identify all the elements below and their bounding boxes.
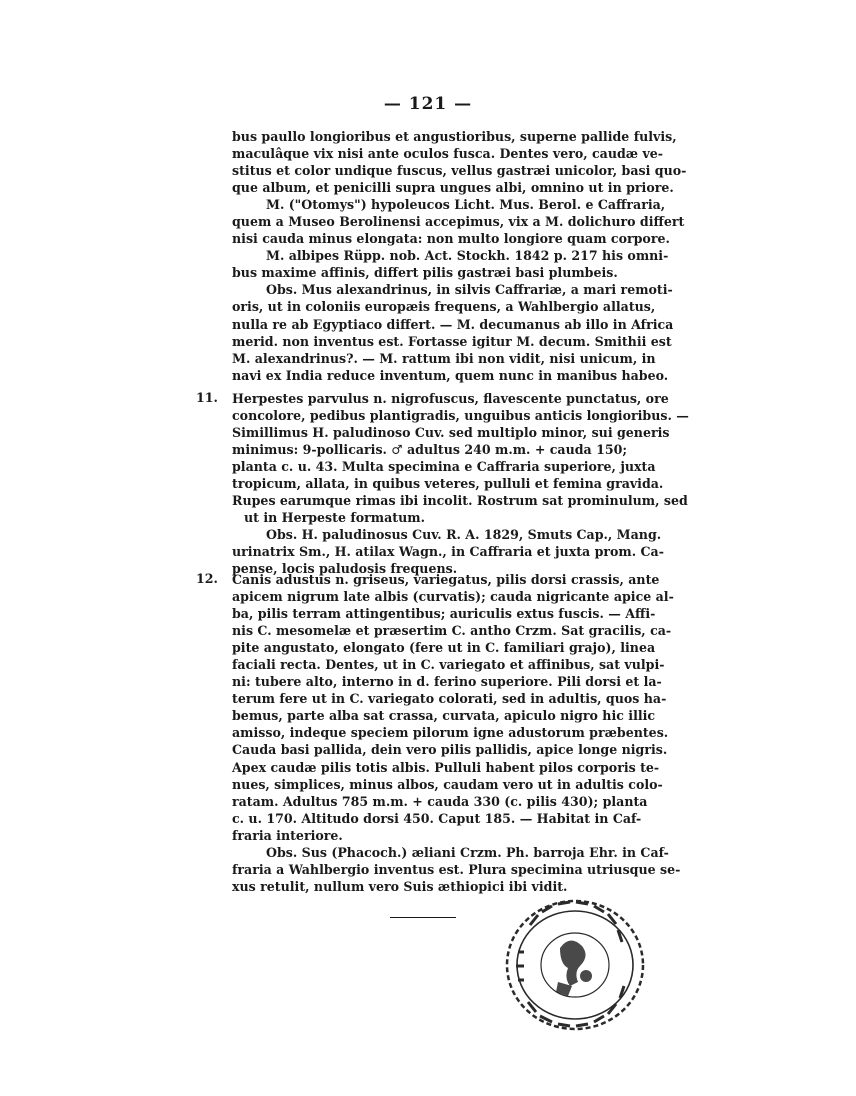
text-line: Cauda basi pallida, dein vero pilis pallidis, apice longe nigris. <box>232 742 668 758</box>
text-line: M. alexandrinus?. — M. rattum ibi non vidit, nisi unicum, in <box>232 350 656 366</box>
text-line: stitus et color undique fuscus, vellus gastræi unicolor, basi quo- <box>232 163 687 179</box>
text-line: ratam. Adultus 785 m.m. + cauda 330 (c. pilis 430); planta <box>232 793 648 809</box>
text-line: quem a Museo Berolinensi accepimus, vix a M. dolichuro differt <box>232 214 685 230</box>
text-line: navi ex India reduce inventum, quem nunc in manibus habeo. <box>232 367 669 383</box>
entry-number: 11. <box>196 390 218 405</box>
obs-line: xus retulit, nullum vero Suis æthiopici ibi vidit. <box>232 878 568 894</box>
entry-herpestes-parvulus <box>232 390 689 578</box>
text-line: fraria interiore. <box>232 827 343 843</box>
text-line: que album, et penicilli supra ungues albi, omnino ut in priore. <box>232 180 674 196</box>
entry-number: 12. <box>196 571 218 586</box>
text-line: apicem nigrum late albis (curvatis); cauda nigricante apice al- <box>232 589 674 605</box>
text-line: bemus, parte alba sat crassa, curvata, apiculo nigro hic illic <box>232 708 656 724</box>
text-line: Herpestes parvulus n. nigrofuscus, flavescente punctatus, ore <box>232 391 669 406</box>
text-line: bus maxime affinis, differt pilis gastræi basi plumbeis. <box>232 265 618 281</box>
text-line: amisso, indeque speciem pilorum igne adustorum præbentes. <box>232 725 669 741</box>
text-line: oris, ut in coloniis europæis frequens, a Wahlbergio allatus, <box>232 299 656 315</box>
obs-line: fraria a Wahlbergio inventus est. Plura specimina utriusque se- <box>232 861 681 877</box>
text-line: nulla re ab Egyptiaco differt. — M. decumanus ab illo in Africa <box>232 316 674 332</box>
text-line: bus paullo longioribus et angustioribus, superne pallide fulvis, <box>232 129 677 144</box>
text-line: M. albipes Rüpp. nob. Act. Stockh. 1842 p. 217 his omni- <box>266 248 669 264</box>
text-line: terum fere ut in C. variegato colorati, sed in adultis, quos ha- <box>232 691 667 707</box>
text-line: M. ("Otomys") hypoleucos Licht. Mus. Berol. e Caffraria, <box>266 197 666 213</box>
text-line: c. u. 170. Altitudo dorsi 450. Caput 185. — Habitat in Caf- <box>232 810 642 826</box>
paragraph-obs-alexandrinus <box>232 281 674 383</box>
text-line: Simillimus H. paludinoso Cuv. sed multiplo minor, sui generis <box>232 425 670 441</box>
text-line: ba, pilis terram attingentibus; auriculis extus fuscis. — Affi- <box>232 606 656 622</box>
text-line: nis C. mesomelæ et præsertim C. antho Crzm. Sat gracilis, ca- <box>232 623 672 639</box>
text-line: pite angustato, elongato (fere ut in C. familiari grajo), linea <box>232 640 656 656</box>
text-line: ut in Herpeste formatum. <box>244 510 425 526</box>
end-rule <box>390 917 456 918</box>
text-line: maculâque vix nisi ante oculos fusca. Dentes vero, caudæ ve- <box>232 146 664 162</box>
obs-line: Obs. H. paludinosus Cuv. R. A. 1829, Smuts Cap., Mang. <box>266 527 662 543</box>
library-stamp-icon <box>500 890 650 1040</box>
text-line: nisi cauda minus elongata: non multo longiore quam corpore. <box>232 231 670 247</box>
text-line: merid. non inventus est. Fortasse igitur M. decum. Smithii est <box>232 333 672 349</box>
paragraph-hypoleucos <box>232 196 685 247</box>
text-line: tropicum, allata, in quibus veteres, pulluli et femina gravida. <box>232 476 664 492</box>
text-line: Canis adustus n. griseus, variegatus, pilis dorsi crassis, ante <box>232 572 660 587</box>
text-line: Rupes earumque rimas ibi incolit. Rostrum sat prominulum, sed <box>232 493 688 509</box>
text-line: planta c. u. 43. Multa specimina e Caffraria superiore, juxta <box>232 459 656 475</box>
paragraph-albipes <box>232 247 669 281</box>
obs-line: Obs. Sus (Phacoch.) æliani Crzm. Ph. barroja Ehr. in Caf- <box>266 844 669 860</box>
text-line: minimus: 9-pollicaris. ♂ adultus 240 m.m. + cauda 150; <box>232 442 628 458</box>
text-line: concolore, pedibus plantigradis, unguibus anticis longioribus. — <box>232 408 689 424</box>
text-line: Apex caudæ pilis totis albis. Pulluli habent pilos corporis te- <box>232 759 660 775</box>
text-line: faciali recta. Dentes, ut in C. variegato et affinibus, sat vulpi- <box>232 657 665 673</box>
text-line: Obs. Mus alexandrinus, in silvis Caffrariæ, a mari remoti- <box>266 282 673 298</box>
obs-line: pense, locis paludosis frequens. <box>232 561 458 577</box>
page-number: — 121 — <box>383 94 473 114</box>
obs-line: urinatrix Sm., H. atilax Wagn., in Caffraria et juxta prom. Ca- <box>232 544 664 560</box>
paragraph-continuation <box>232 128 687 196</box>
text-line: nues, simplices, minus albos, caudam vero ut in adultis colo- <box>232 776 663 792</box>
entry-canis-adustus <box>232 571 681 895</box>
text-line: ni: tubere alto, interno in d. ferino superiore. Pili dorsi et la- <box>232 674 662 690</box>
